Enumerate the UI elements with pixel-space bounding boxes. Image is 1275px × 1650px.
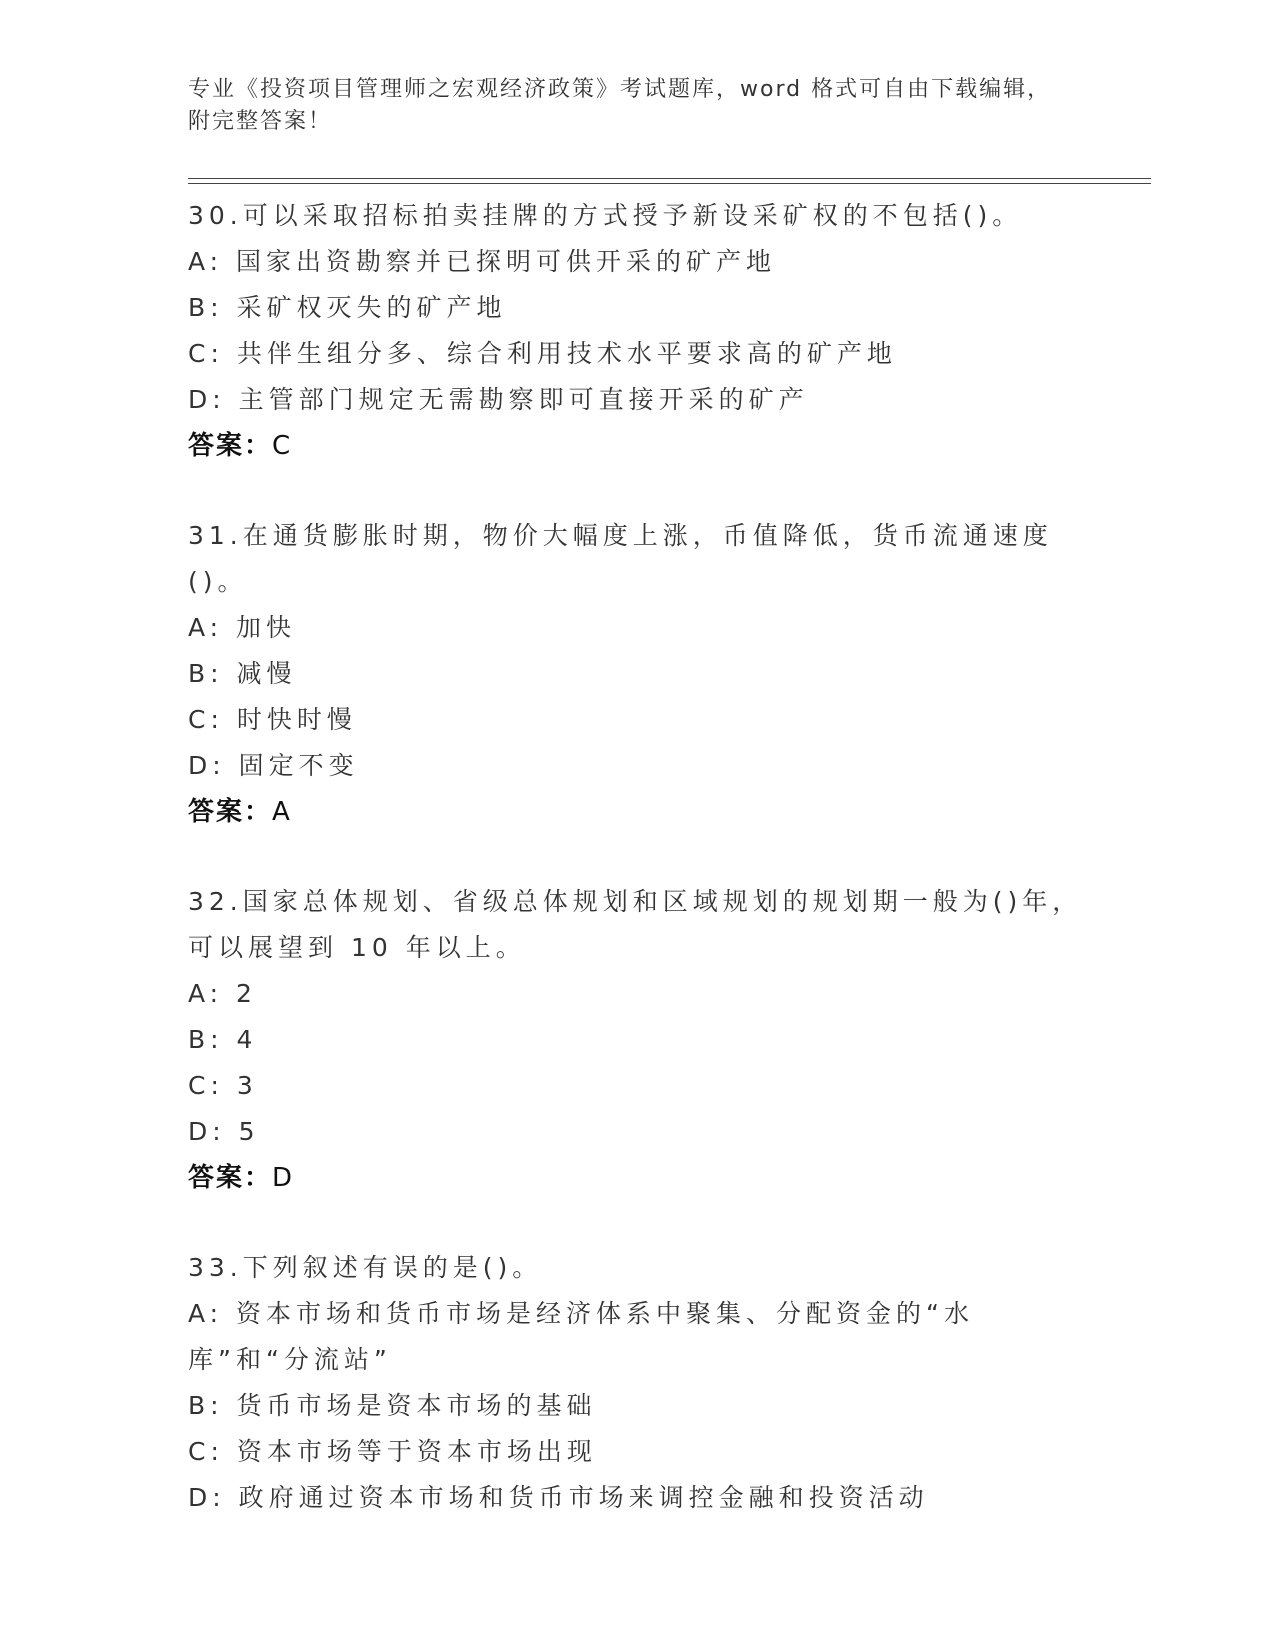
header-divider-bottom: [188, 183, 1151, 184]
document-header: [188, 74, 1068, 138]
option-c: C: 3: [188, 1071, 258, 1100]
header-line-2: 附完整答案！: [188, 109, 333, 134]
answer-label: 答案：: [188, 1163, 273, 1193]
option-b: B: 货币市场是资本市场的基础: [188, 1391, 597, 1420]
option-d: D: 5: [188, 1117, 260, 1146]
header-line-1: 专业《投资项目管理师之宏观经济政策》考试题库，word 格式可自由下载编辑，: [188, 77, 1052, 102]
question-list: [188, 193, 1088, 1565]
option-b: B: 4: [188, 1025, 258, 1054]
option-a: A: 资本市场和货币市场是经济体系中聚集、分配资金的“水库”和“分流站”: [188, 1299, 974, 1374]
answer-label: 答案：: [188, 431, 273, 461]
question-31: [188, 513, 1088, 835]
option-d: D: 主管部门规定无需勘察即可直接开采的矿产: [188, 385, 809, 414]
option-b: B: 采矿权灭失的矿产地: [188, 293, 507, 322]
question-text: 31.在通货膨胀时期，物价大幅度上涨，币值降低，货币流通速度()。: [188, 521, 1053, 596]
question-text: 32.国家总体规划、省级总体规划和区域规划的规划期一般为()年，可以展望到 10 年以上。: [188, 887, 1083, 962]
answer-line: [188, 423, 1088, 469]
option-a: A: 2: [188, 979, 257, 1008]
header-divider-top: [188, 178, 1151, 179]
option-c: C: 时快时慢: [188, 705, 357, 734]
option-a: A: 国家出资勘察并已探明可供开采的矿产地: [188, 247, 777, 276]
answer-label: 答案：: [188, 797, 273, 827]
question-text: 33.下列叙述有误的是()。: [188, 1253, 543, 1282]
option-d: D: 固定不变: [188, 751, 359, 780]
answer-line: [188, 789, 1088, 835]
option-b: B: 减慢: [188, 659, 297, 688]
answer-line: [188, 1155, 1088, 1201]
option-a: A: 加快: [188, 613, 297, 642]
question-33: [188, 1245, 1088, 1521]
option-c: C: 资本市场等于资本市场出现: [188, 1437, 597, 1466]
answer-value: C: [272, 431, 293, 461]
answer-value: D: [272, 1163, 295, 1193]
option-d: D: 政府通过资本市场和货币市场来调控金融和投资活动: [188, 1483, 929, 1512]
question-text: 30.可以采取招标拍卖挂牌的方式授予新设采矿权的不包括()。: [188, 201, 1023, 230]
question-30: [188, 193, 1088, 469]
option-c: C: 共伴生组分多、综合利用技术水平要求高的矿产地: [188, 339, 897, 368]
question-32: [188, 879, 1088, 1201]
answer-value: A: [272, 797, 292, 827]
